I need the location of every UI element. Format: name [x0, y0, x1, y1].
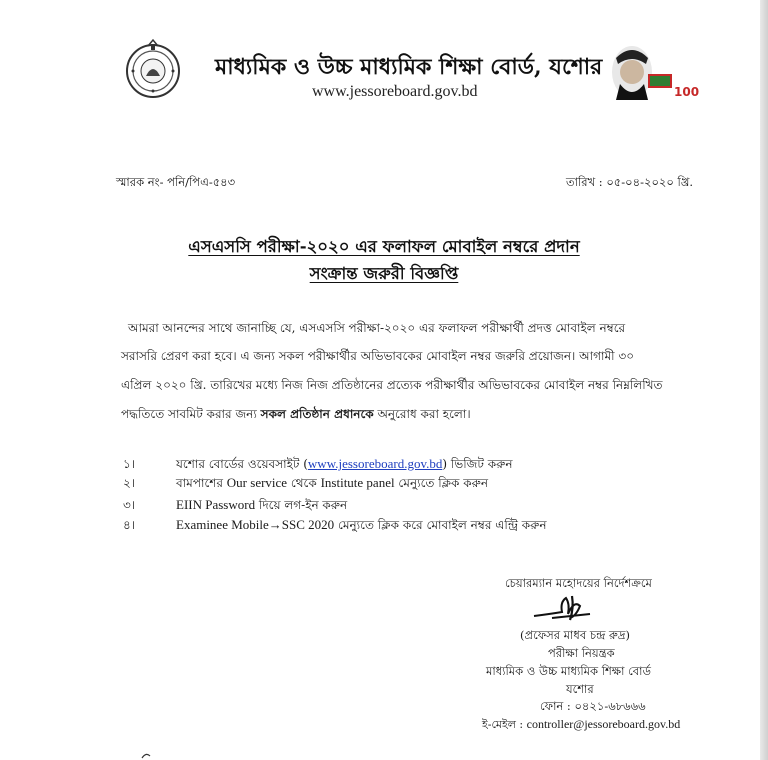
body-line-4-post: অনুরোধ করা হলো। [373, 407, 471, 421]
step-text-en: EIIN Password [176, 497, 256, 512]
subject-line-2-text: সংক্রান্ত জরুরী বিজ্ঞপ্তি [309, 264, 459, 283]
signature-phone: ফোন : ০৪২১-৬৮৬৬৬ [540, 699, 646, 713]
step-text-pre: বামপাশের [176, 476, 227, 490]
step-number: ২। [123, 476, 136, 490]
page-edge [760, 0, 768, 760]
signature-name: (প্রফেসর মাধব চন্দ্র রুদ্র) [520, 628, 631, 642]
step-text-post: মেন্যুতে ক্লিক করে মোবাইল নম্বর এন্ট্রি করুন [334, 518, 547, 532]
step-text-post: ) ভিজিট করুন [442, 457, 513, 471]
step-text [176, 475, 488, 495]
signature-order: চেয়ারম্যান মহোদয়ের নির্দেশক্রমে [505, 576, 652, 590]
body-line-2: সরাসরি প্রেরণ করা হবে। এ জন্য সকল পরীক্ষার্থীর অভিভাবকের মোবাইল নম্বর জরুরি প্রয়োজন। আগামী ৩০ [121, 349, 634, 363]
body-line-3: এপ্রিল ২০২০ খ্রি. তারিখের মধ্যে নিজ নিজ প্রতিষ্ঠানের প্রত্যেক পরীক্ষার্থীর অভিভাবকের মোবাইল নম্বর নিম্নলিখিত [121, 378, 663, 392]
signature-city: যশোর [566, 682, 594, 696]
svg-text:100: 100 [674, 85, 700, 99]
body-line-1: আমরা আনন্দের সাথে জানাচ্ছি যে, এসএসসি পরীক্ষা-২০২০ এর ফলাফল পরীক্ষার্থী প্রদত্ত মোবাইল নম্বরে [128, 321, 626, 335]
step-text-mid: থেকে [287, 476, 321, 490]
email-address[interactable]: controller@jessoreboard.gov.bd [526, 717, 681, 731]
mujib-100-portrait-icon [602, 42, 700, 100]
signature-email [482, 716, 680, 735]
board-title: মাধ্যমিক ও উচ্চ মাধ্যমিক শিক্ষা বোর্ড, যশোর [215, 54, 603, 80]
step-number: ১। [123, 457, 136, 471]
footer-mark-icon [140, 750, 154, 760]
step-text-post: মেন্যুতে ক্লিক করুন [394, 476, 489, 490]
step-text [176, 456, 513, 476]
step-text-post: দিয়ে লগ-ইন করুন [255, 498, 348, 512]
body-line-4 [121, 406, 471, 426]
signature-role: পরীক্ষা নিয়ন্ত্রক [548, 646, 615, 660]
signature-scribble-icon [530, 592, 600, 624]
step-text-en: Examinee Mobile→SSC 2020 [176, 517, 335, 532]
memo-date: তারিখ : ০৫-০৪-২০২০ খ্রি. [566, 175, 694, 189]
board-website[interactable]: www.jessoreboard.gov.bd [312, 83, 478, 100]
website-link[interactable]: www.jessoreboard.gov.bd [307, 456, 443, 471]
memo-ref: স্মারক নং- পনি/পিএ-৫৪৩ [116, 175, 236, 189]
body-line-4-pre: পদ্ধতিতে সাবমিট করার জন্য [121, 407, 261, 421]
step-text [176, 517, 547, 537]
step-number: ৩। [123, 498, 136, 512]
step-text-en2: Institute panel [320, 475, 395, 490]
step-text [176, 497, 347, 517]
body-line-4-bold: সকল প্রতিষ্ঠান প্রধানকে [260, 407, 374, 421]
board-seal-icon [122, 38, 184, 100]
email-label: ই-মেইল : [482, 718, 527, 731]
step-text-pre: যশোর বোর্ডের ওয়েবসাইট ( [176, 457, 308, 471]
step-number: ৪। [123, 518, 136, 532]
signature-board: মাধ্যমিক ও উচ্চ মাধ্যমিক শিক্ষা বোর্ড [486, 664, 651, 678]
subject-line-1-text: এসএসসি পরীক্ষা-২০২০ এর ফলাফল মোবাইল নম্বরে প্রদান [188, 237, 580, 256]
subject-line-2 [0, 261, 768, 288]
step-text-en: Our service [226, 475, 288, 490]
subject-line-1 [0, 234, 768, 261]
